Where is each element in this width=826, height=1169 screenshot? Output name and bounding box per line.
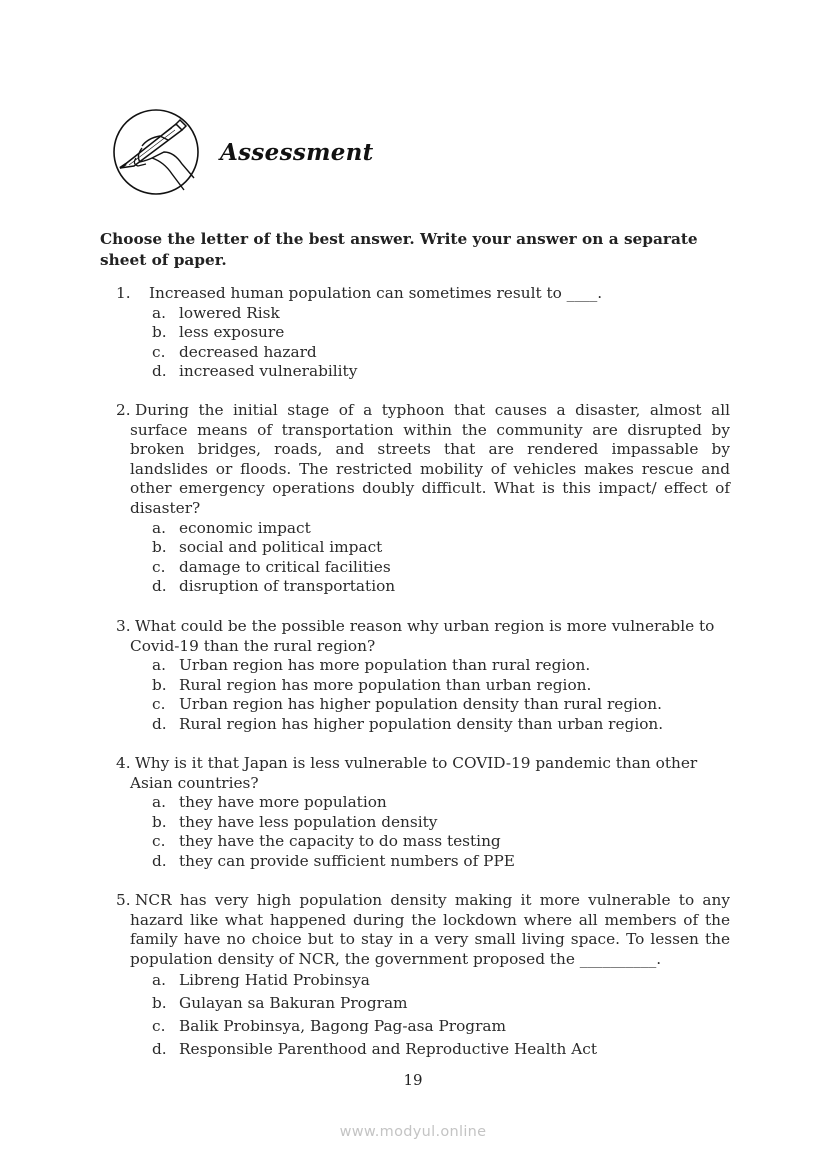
question-number: 4.	[116, 754, 131, 772]
page-title: Assessment	[220, 138, 374, 166]
instructions: Choose the letter of the best answer. Write your answer on a separate sheet of paper.	[100, 230, 698, 269]
question-number: 3.	[116, 617, 131, 635]
choice-a: a. Libreng Hatid Probinsya	[152, 971, 370, 990]
choice-c: c. Urban region has higher population density than rural region.	[152, 695, 662, 714]
choice-d: d. Responsible Parenthood and Reproductive Health Act	[152, 1039, 597, 1058]
question-2	[116, 401, 730, 597]
question-stem	[116, 754, 730, 793]
choice-list	[116, 969, 730, 1060]
question-text: During the initial stage of a typhoon that causes a disaster, almost all surface means of transportation within the community are disrupted by broken bridges, roads, and streets that are rendered impassable by landslides or floods. The restricted mobility of vehicles makes rescue and other emergency operations doubly difficult. What is this impact/ effect of disaster?	[130, 401, 730, 517]
question-number: 2.	[116, 401, 131, 419]
question-stem	[116, 617, 730, 656]
choice-a: a. Urban region has more population than rural region.	[152, 656, 591, 675]
question-5	[116, 891, 730, 1061]
choice-c: c. damage to critical facilities	[152, 557, 391, 576]
page-number: 19	[403, 1071, 423, 1089]
choice-c: c. Balik Probinsya, Bagong Pag-asa Program	[152, 1016, 507, 1035]
choice-b: b. Gulayan sa Bakuran Program	[152, 994, 408, 1013]
watermark: www.modyul.online	[339, 1124, 487, 1140]
choice-b: b. social and political impact	[152, 538, 383, 557]
choice-list	[116, 793, 730, 871]
question-number: 5.	[116, 891, 131, 909]
choice-list	[116, 304, 730, 382]
choice-b: b. Rural region has more population than urban region.	[152, 675, 592, 694]
choice-b: b. they have less population density	[152, 812, 438, 831]
question-text: Why is it that Japan is less vulnerable to COVID-19 pandemic than other Asian countries?	[130, 754, 698, 792]
question-stem	[116, 891, 730, 969]
question-stem	[116, 284, 730, 304]
question-text: Increased human population can sometimes result to ____.	[149, 284, 603, 302]
question-1	[116, 284, 730, 382]
choice-a: a. lowered Risk	[152, 303, 280, 322]
hand-writing-pencil-icon	[112, 108, 200, 196]
choice-b: b. less exposure	[152, 323, 285, 342]
choice-d: d. disruption of transportation	[152, 577, 396, 596]
choice-a: a. economic impact	[152, 518, 311, 537]
choice-list	[116, 656, 730, 734]
choice-d: d. Rural region has higher population density than urban region.	[152, 714, 664, 733]
choice-d: d. they can provide sufficient numbers of PPE	[152, 851, 515, 870]
choice-c: c. decreased hazard	[152, 342, 317, 361]
question-4	[116, 754, 730, 872]
question-text: What could be the possible reason why urban region is more vulnerable to Covid-19 than the rural region?	[130, 617, 715, 655]
question-number: 1.	[116, 284, 131, 302]
question-3	[116, 617, 730, 735]
question-stem	[116, 401, 730, 519]
section-header	[112, 106, 374, 198]
choice-list	[116, 519, 730, 597]
choice-d: d. increased vulnerability	[152, 362, 358, 381]
choice-a: a. they have more population	[152, 793, 387, 812]
choice-c: c. they have the capacity to do mass testing	[152, 832, 501, 851]
question-text: NCR has very high population density making it more vulnerable to any hazard like what happened during the lockdown where all members of the family have no choice but to stay in a very small living space. To lessen the population density of NCR, the government proposed the __________.	[130, 891, 730, 968]
